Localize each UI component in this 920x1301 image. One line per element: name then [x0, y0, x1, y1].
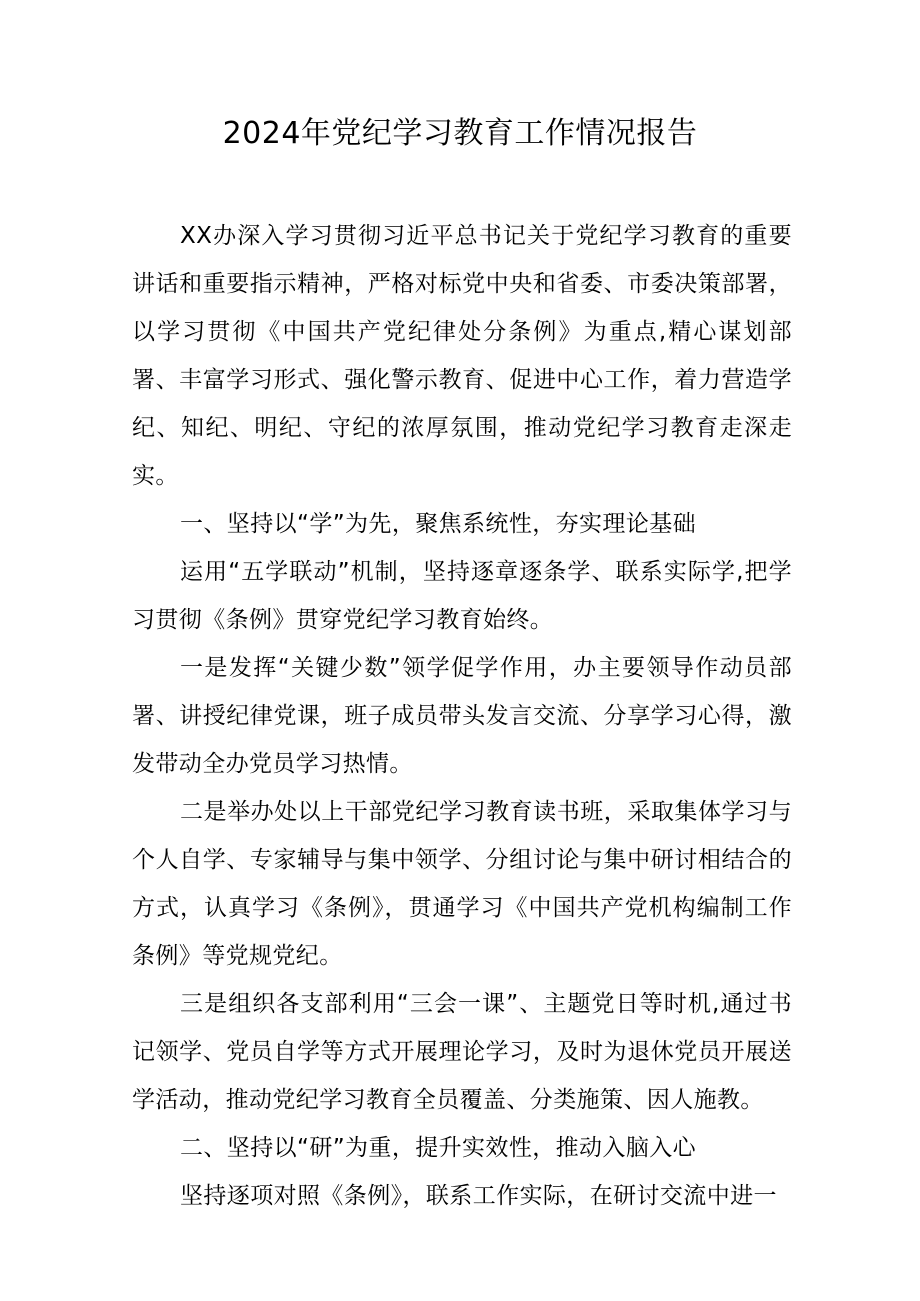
section-2-paragraph: 坚持逐项对照《条例》，联系工作实际，在研讨交流中进一 — [180, 1183, 777, 1209]
section-1-item-3: 三是组织各支部利用“三会一课”、主题党日等时机,通过书记领学、党员自学等方式开展理论学习，及时为退休党员开展送学活动，推动党纪学习教育全员覆盖、分类施策、因人施教。 — [132, 991, 792, 1113]
section-heading-2: 二、坚持以“研”为重，提升实效性，推动入脑入心 — [180, 1135, 697, 1161]
document-body — [132, 212, 792, 1220]
section-1-item-1: 一是发挥“关键少数”领学促学作用，办主要领导作动员部署、讲授纪律党课，班子成员带头发言交流、分享学习心得，激发带动全办党员学习热情。 — [132, 655, 792, 777]
section-1-paragraph: 运用“五学联动”机制，坚持逐章逐条学、联系实际学,把学习贯彻《条例》贯穿党纪学习教育始终。 — [132, 559, 792, 633]
page-title: 2024年党纪学习教育工作情况报告 — [222, 116, 698, 151]
section-1-item-2: 二是举办处以上干部党纪学习教育读书班，采取集体学习与个人自学、专家辅导与集中领学、分组讨论与集中研讨相结合的方式，认真学习《条例》，贯通学习《中国共产党机构编制工作条例》等党规党纪。 — [132, 799, 792, 969]
section-heading-1: 一、坚持以“学”为先，聚焦系统性，夯实理论基础 — [180, 511, 697, 537]
intro-paragraph: XX办深入学习贯彻习近平总书记关于党纪学习教育的重要讲话和重要指示精神，严格对标党中央和省委、市委决策部署，以学习贯彻《中国共产党纪律处分条例》为重点,精心谋划部署、丰富学习形式、强化警示教育、促进中心工作，着力营造学纪、知纪、明纪、守纪的浓厚氛围，推动党纪学习教育走深走实。 — [132, 223, 792, 489]
